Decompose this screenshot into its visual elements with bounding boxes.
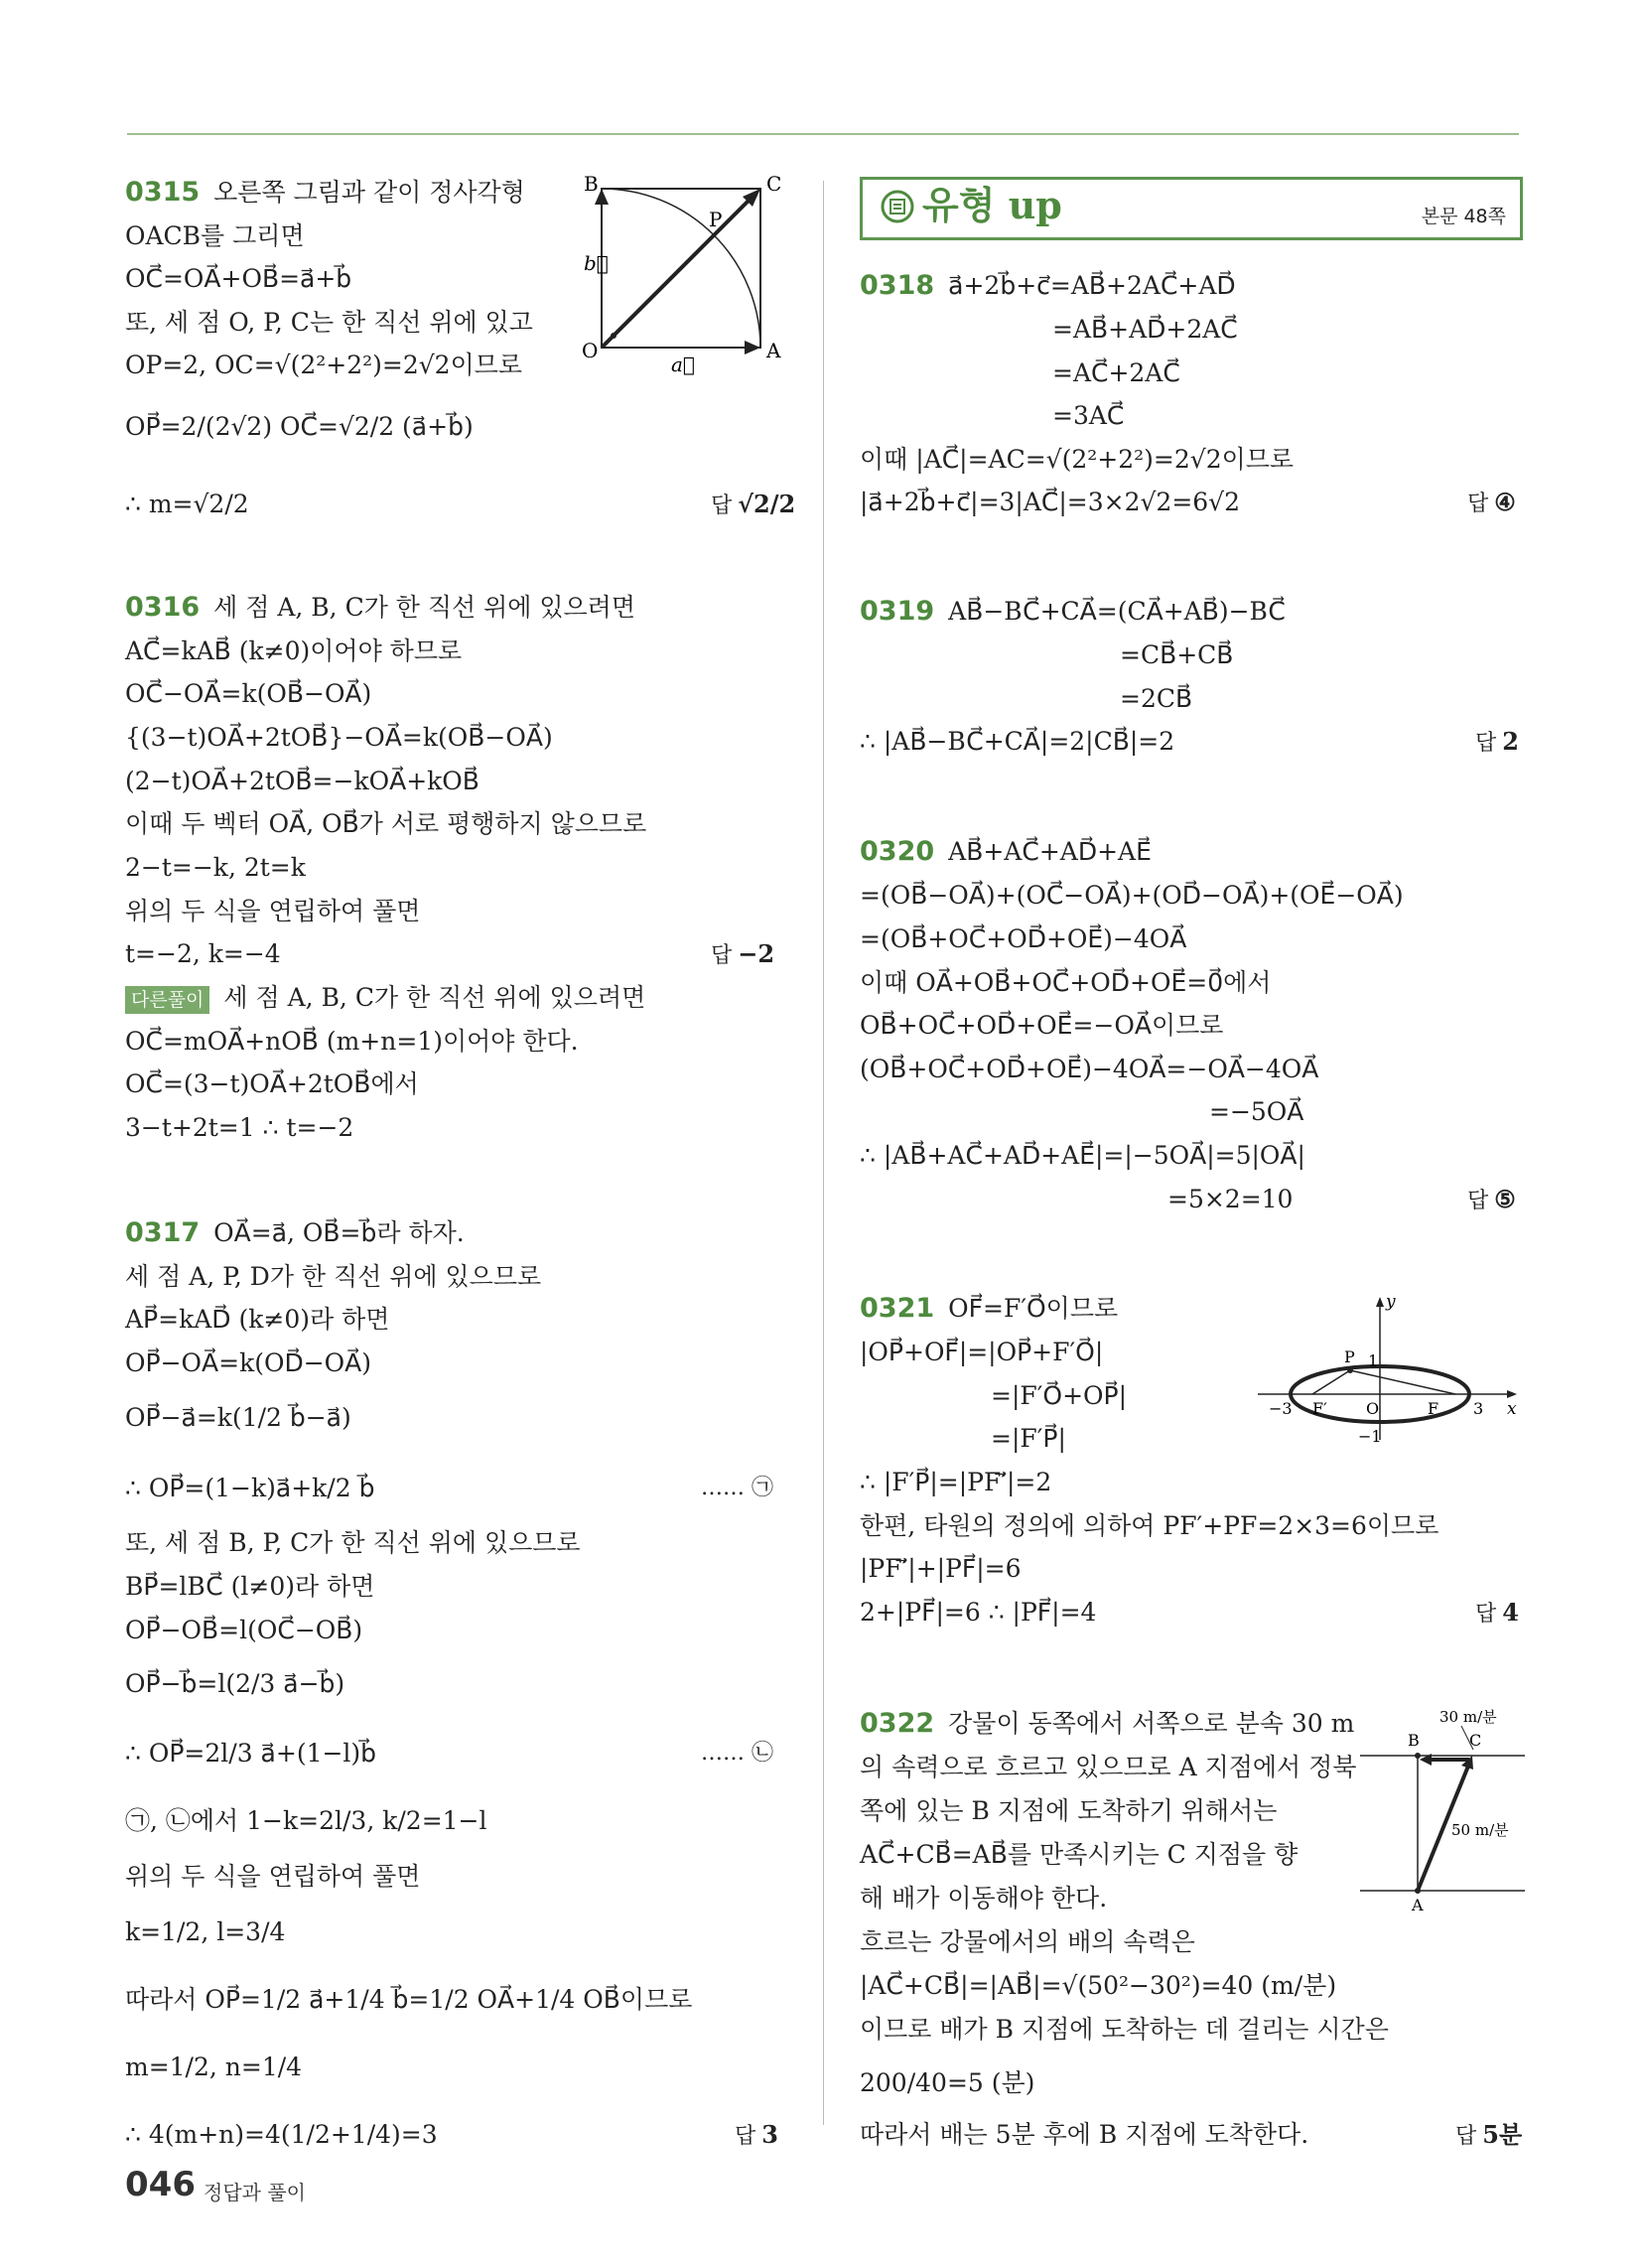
solution-line: =(OB⃗+OC⃗+OD⃗+OE⃗)−4OA⃗ [860, 924, 1187, 953]
solution-line: =AC⃗+2AC⃗ [1052, 358, 1180, 387]
solution-line: ∴ 4(m+n)=4(1/2+1/4)=3 [125, 2120, 438, 2149]
answer: 답 √2/2 [711, 490, 796, 518]
solution-line: 2+|PF⃗|=6 ∴ |PF⃗|=4 [860, 1598, 1097, 1627]
problem-number: 0319 [860, 596, 935, 627]
solution-line: OC⃗−OA⃗=k(OB⃗−OA⃗) [125, 679, 372, 708]
solution-line: ㉠, ㉡에서 1−k=2l/3, k/2=1−l [125, 1806, 487, 1835]
answer: 답 4 [1475, 1598, 1519, 1627]
solution-line: 3−t+2t=1 ∴ t=−2 [125, 1113, 354, 1142]
solution-line: OC⃗=(3−t)OA⃗+2tOB⃗에서 [125, 1069, 419, 1098]
svg-text:−1: −1 [1358, 1427, 1382, 1446]
svg-text:b⃗: b⃗ [584, 251, 609, 275]
solution-line: OF⃗=F′O⃗이므로 [948, 1294, 1119, 1323]
solution-line: BP⃗=lBC⃗ (l≠0)라 하면 [125, 1572, 375, 1601]
svg-text:1: 1 [1368, 1351, 1379, 1370]
answer: 답 −2 [711, 939, 775, 968]
svg-text:x: x [1507, 1399, 1517, 1419]
solution-line: ∴ |F′P⃗|=|PF′⃗|=2 [860, 1468, 1052, 1496]
solution-line: 쪽에 있는 B 지점에 도착하기 위해서는 [860, 1796, 1278, 1825]
solution-line: OP⃗−OA⃗=k(OD⃗−OA⃗) [125, 1348, 372, 1377]
answer: 답 ④ [1467, 488, 1516, 516]
solution-line: 오른쪽 그림과 같이 정사각형 [213, 178, 525, 207]
svg-text:O: O [1366, 1399, 1380, 1418]
type-title: 유형 up [922, 183, 1062, 227]
solution-line: 따라서 배는 5분 후에 B 지점에 도착한다. [860, 2120, 1309, 2149]
svg-text:B: B [1408, 1731, 1420, 1750]
problem-number: 0320 [860, 836, 935, 867]
solution-line: 이때 |AC⃗|=AC=√(2²+2²)=2√2이므로 [860, 445, 1295, 474]
answer: 답 5분 [1455, 2120, 1523, 2149]
solution-line: m=1/2, n=1/4 [125, 2053, 303, 2081]
answer: 답 ⑤ [1467, 1185, 1516, 1213]
solution-line: OP=2, OC=√(2²+2²)=2√2이므로 [125, 351, 523, 379]
answer: 답 3 [735, 2120, 778, 2149]
solution-line: 의 속력으로 흐르고 있으므로 A 지점에서 정북 [860, 1753, 1357, 1781]
square-diagram [576, 172, 784, 376]
solution-line: AB⃗−BC⃗+CA⃗=(CA⃗+AB⃗)−BC⃗ [948, 597, 1286, 626]
solution-line: 따라서 OP⃗=1/2 a⃗+1/4 b⃗=1/2 OA⃗+1/4 OB⃗이므로 [125, 1985, 693, 2014]
svg-text:C: C [766, 172, 782, 196]
solution-line: 이므로 배가 B 지점에 도착하는 데 걸리는 시간은 [860, 2015, 1389, 2044]
solution-line: ∴ |AB⃗+AC⃗+AD⃗+AE⃗|=|−5OA⃗|=5|OA⃗| [860, 1141, 1305, 1170]
solution-line: =(OB⃗−OA⃗)+(OC⃗−OA⃗)+(OD⃗−OA⃗)+(OE⃗−OA⃗) [860, 881, 1404, 910]
solution-line: a⃗+2b⃗+c⃗=AB⃗+2AC⃗+AD⃗ [948, 271, 1236, 300]
solution-line: =−5OA⃗ [1209, 1097, 1304, 1126]
solution-line: ∴ m=√2/2 [125, 490, 249, 518]
solution-line: AB⃗+AC⃗+AD⃗+AE⃗ [948, 837, 1152, 866]
solution-line: OP⃗−b⃗=l(2/3 a⃗−b⃗) [125, 1669, 345, 1698]
svg-text:30 m/분: 30 m/분 [1439, 1708, 1497, 1726]
solution-line: =|F′O⃗+OP⃗| [991, 1381, 1128, 1410]
solution-line: OC⃗=mOA⃗+nOB⃗ (m+n=1)이어야 한다. [125, 1027, 579, 1056]
problem-number: 0315 [125, 177, 201, 208]
solution-line: 해 배가 이동해야 한다. [860, 1884, 1108, 1913]
solution-line: =3AC⃗ [1052, 401, 1125, 430]
alt-solution-tag: 다른풀이 [125, 986, 209, 1014]
svg-text:P: P [1344, 1347, 1355, 1366]
problem-number: 0321 [860, 1293, 935, 1324]
solution-line: 이때 OA⃗+OB⃗+OC⃗+OD⃗+OE⃗=0⃗에서 [860, 968, 1272, 997]
solution-line: 세 점 A, B, C가 한 직선 위에 있으려면 [213, 593, 635, 622]
river-diagram [1360, 1706, 1529, 1924]
solution-line: OP⃗−a⃗=k(1/2 b⃗−a⃗) [125, 1403, 351, 1432]
solution-line: k=1/2, l=3/4 [125, 1917, 286, 1946]
svg-text:F: F [1428, 1399, 1439, 1418]
solution-line: OP⃗−OB⃗=l(OC⃗−OB⃗) [125, 1616, 363, 1644]
solution-line: AC⃗+CB⃗=AB⃗를 만족시키는 C 지점을 향 [860, 1840, 1299, 1869]
svg-text:50 m/분: 50 m/분 [1451, 1821, 1509, 1839]
equation-marker: …… ㉠ [701, 1476, 773, 1500]
solution-line: (OB⃗+OC⃗+OD⃗+OE⃗)−4OA⃗=−OA⃗−4OA⃗ [860, 1055, 1319, 1083]
solution-line: 이때 두 벡터 OA⃗, OB⃗가 서로 평행하지 않으므로 [125, 809, 647, 838]
solution-line: 2−t=−k, 2t=k [125, 853, 306, 882]
solution-line: t=−2, k=−4 [125, 939, 281, 968]
solution-line: OB⃗+OC⃗+OD⃗+OE⃗=−OA⃗이므로 [860, 1011, 1224, 1040]
svg-text:B: B [584, 172, 599, 196]
solution-line: =AB⃗+AD⃗+2AC⃗ [1052, 315, 1238, 344]
solution-line: 한편, 타원의 정의에 의하여 PF′+PF=2×3=6이므로 [860, 1511, 1439, 1540]
page-number: 046 [125, 2165, 196, 2204]
problem-number: 0318 [860, 270, 935, 301]
solution-line: |a⃗+2b⃗+c⃗|=3|AC⃗|=3×2√2=6√2 [860, 488, 1241, 516]
svg-text:P: P [709, 208, 723, 231]
solution-line: OACB를 그리면 [125, 221, 305, 250]
page-label: 정답과 풀이 [204, 2181, 306, 2204]
svg-text:−3: −3 [1269, 1399, 1293, 1418]
solution-line: 세 점 A, P, D가 한 직선 위에 있으므로 [125, 1262, 542, 1291]
solution-line: ∴ OP⃗=2l/3 a⃗+(1−l)b⃗ [125, 1739, 377, 1768]
solution-line: ∴ |AB⃗−BC⃗+CA⃗|=2|CB⃗|=2 [860, 727, 1175, 756]
solution-line: |AC⃗+CB⃗|=|AB⃗|=√(50²−30²)=40 (m/분) [860, 1971, 1337, 2000]
page-reference: 본문 48쪽 [1421, 206, 1506, 227]
solution-line: AP⃗=kAD⃗ (k≠0)라 하면 [125, 1305, 390, 1334]
solution-line: OP⃗=2/(2√2) OC⃗=√2/2 (a⃗+b⃗) [125, 412, 474, 441]
solution-line: OA⃗=a⃗, OB⃗=b⃗라 하자. [213, 1218, 465, 1247]
svg-text:3: 3 [1473, 1399, 1484, 1418]
solution-line: OC⃗=OA⃗+OB⃗=a⃗+b⃗ [125, 264, 352, 293]
book-icon [881, 190, 914, 223]
solution-line: AC⃗=kAB⃗ (k≠0)이어야 하므로 [125, 637, 463, 665]
answer: 답 2 [1475, 727, 1519, 756]
solution-line: 강물이 동쪽에서 서쪽으로 분속 30 m [948, 1709, 1355, 1738]
svg-text:A: A [1412, 1896, 1424, 1914]
solution-line: 위의 두 식을 연립하여 풀면 [125, 1862, 421, 1891]
solution-line: =|F′P⃗| [991, 1424, 1066, 1453]
solution-line: |PF′⃗|+|PF⃗|=6 [860, 1554, 1022, 1583]
solution-line: |OP⃗+OF⃗|=|OP⃗+F′O⃗| [860, 1338, 1104, 1366]
solution-line: 위의 두 식을 연립하여 풀면 [125, 897, 421, 925]
ellipse-diagram [1253, 1291, 1521, 1450]
solution-line: 또, 세 점 O, P, C는 한 직선 위에 있고 [125, 308, 533, 337]
svg-text:O: O [582, 339, 599, 362]
solution-line: 200/40=5 (분) [860, 2068, 1035, 2097]
solution-line: =CB⃗+CB⃗ [1120, 640, 1234, 669]
problem-number: 0317 [125, 1217, 201, 1248]
equation-marker: …… ㉡ [701, 1741, 773, 1766]
column-divider [823, 181, 824, 2125]
problem-number: 0316 [125, 592, 201, 623]
solution-line: (2−t)OA⃗+2tOB⃗=−kOA⃗+kOB⃗ [125, 767, 479, 795]
svg-text:F′: F′ [1312, 1399, 1327, 1418]
svg-text:C: C [1469, 1731, 1482, 1750]
solution-line: ∴ OP⃗=(1−k)a⃗+k/2 b⃗ [125, 1474, 375, 1502]
top-rule [127, 133, 1519, 135]
solution-line: =2CB⃗ [1120, 684, 1193, 713]
type-header [860, 177, 1523, 240]
solution-line: 세 점 A, B, C가 한 직선 위에 있으려면 [223, 983, 646, 1012]
problem-number: 0322 [860, 1708, 935, 1739]
svg-text:A: A [766, 339, 781, 362]
svg-text:y: y [1386, 1292, 1396, 1312]
solution-line: =5×2=10 [1167, 1185, 1294, 1213]
solution-line: {(3−t)OA⃗+2tOB⃗}−OA⃗=k(OB⃗−OA⃗) [125, 723, 553, 752]
svg-text:a⃗: a⃗ [671, 353, 695, 376]
solution-line: 흐르는 강물에서의 배의 속력은 [860, 1927, 1195, 1956]
solution-line: 또, 세 점 B, P, C가 한 직선 위에 있으므로 [125, 1528, 581, 1557]
